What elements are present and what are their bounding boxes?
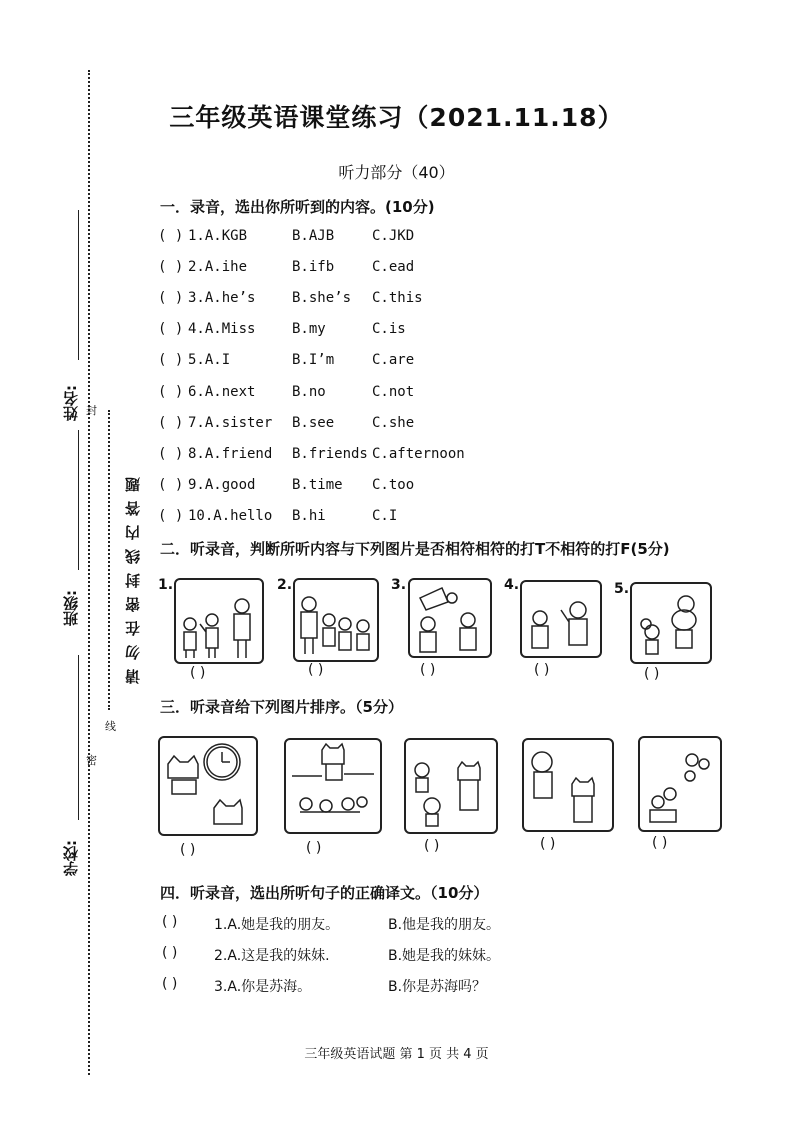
class-label: 班级: xyxy=(62,590,80,626)
seal-char-mi: 密 xyxy=(86,754,97,767)
seal-char-xian: 线 xyxy=(105,720,116,733)
option-c: C.are xyxy=(372,352,415,369)
binding-line-outer xyxy=(88,70,90,1075)
option-c: C.this xyxy=(372,290,423,307)
name-label: 姓名: xyxy=(62,385,80,421)
option-b: B.friends xyxy=(292,445,368,462)
option-b: B.I’m xyxy=(292,352,335,369)
answer-paren[interactable]: ( ) xyxy=(158,383,184,400)
option-a: 3.A.你是苏海。 xyxy=(214,979,312,995)
page-subtitle: 听力部分（40） xyxy=(338,163,455,182)
seal-notice: 请勿在密封线内答题 xyxy=(124,468,142,684)
s2-number-5: 5. xyxy=(614,581,630,597)
s2-picture-3 xyxy=(408,578,492,658)
option-c: C.afternoon xyxy=(372,445,465,462)
answer-paren[interactable]: ( ) xyxy=(158,414,184,431)
s2-answer-4[interactable]: ( ) xyxy=(534,662,550,678)
s3-picture-5 xyxy=(638,736,722,832)
option-c: C.she xyxy=(372,414,415,431)
option-b: B.ifb xyxy=(292,259,335,276)
s3-answer-2[interactable]: ( ) xyxy=(306,840,322,856)
option-b: B.time xyxy=(292,476,343,493)
option-a: 2.A.这是我的妹妹. xyxy=(214,948,330,964)
s3-picture-4 xyxy=(522,738,614,832)
option-c: C.is xyxy=(372,321,406,338)
s2-number-2: 2. xyxy=(277,577,293,593)
answer-paren[interactable]: ( ) xyxy=(162,976,178,992)
answer-paren[interactable]: ( ) xyxy=(162,945,178,961)
school-label: 学校: xyxy=(62,840,80,876)
s2-answer-3[interactable]: ( ) xyxy=(420,662,436,678)
page-title: 三年级英语课堂练习（2021.11.18） xyxy=(169,103,624,132)
option-c: C.ead xyxy=(372,259,415,276)
answer-paren[interactable]: ( ) xyxy=(158,352,184,369)
answer-paren[interactable]: ( ) xyxy=(162,914,178,930)
class-field[interactable] xyxy=(78,430,79,570)
answer-paren[interactable]: ( ) xyxy=(158,507,184,524)
option-a: 4.A.Miss xyxy=(188,321,256,338)
answer-paren[interactable]: ( ) xyxy=(158,228,184,244)
answer-paren[interactable]: ( ) xyxy=(158,321,184,338)
s2-number-3: 3. xyxy=(391,577,407,593)
page-footer: 三年级英语试题 第 1 页 共 4 页 xyxy=(304,1047,489,1062)
s2-number-4: 4. xyxy=(504,577,520,593)
option-c: C.I xyxy=(372,507,398,524)
option-b: B.my xyxy=(292,321,326,338)
s3-picture-3 xyxy=(404,738,498,834)
answer-paren[interactable]: ( ) xyxy=(158,259,184,276)
binding-line-inner xyxy=(108,410,110,710)
option-a: 6.A.next xyxy=(188,383,256,400)
s3-answer-1[interactable]: ( ) xyxy=(180,842,196,858)
s3-answer-4[interactable]: ( ) xyxy=(540,836,556,852)
answer-paren[interactable]: ( ) xyxy=(158,290,184,307)
s2-answer-5[interactable]: ( ) xyxy=(644,666,660,682)
s3-picture-2 xyxy=(284,738,382,834)
option-a: 10.A.hello xyxy=(188,507,273,524)
option-b: B.hi xyxy=(292,507,326,524)
section2-heading: 二．听录音，判断所听内容与下列图片是否相符相符的打T不相符的打F(5分) xyxy=(160,540,670,558)
option-a: 1.A.KGB xyxy=(188,228,248,244)
option-c: C.too xyxy=(372,476,415,493)
s2-answer-2[interactable]: ( ) xyxy=(308,662,324,678)
option-b: B.AJB xyxy=(292,228,335,244)
option-a: 3.A.he’s xyxy=(188,290,256,307)
s2-answer-1[interactable]: ( ) xyxy=(190,665,206,681)
option-a: 5.A.I xyxy=(188,352,231,369)
answer-paren[interactable]: ( ) xyxy=(158,476,184,493)
s2-number-1: 1. xyxy=(158,577,174,593)
s3-answer-3[interactable]: ( ) xyxy=(424,838,440,854)
section1-heading: 一．录音，选出你所听到的内容。(10分) xyxy=(160,198,435,216)
option-a: 7.A.sister xyxy=(188,414,273,431)
option-a: 1.A.她是我的朋友。 xyxy=(214,917,340,933)
s2-picture-2 xyxy=(293,578,379,662)
name-field[interactable] xyxy=(78,210,79,360)
option-a: 9.A.good xyxy=(188,476,256,493)
s3-answer-5[interactable]: ( ) xyxy=(652,835,668,851)
option-c: C.JKD xyxy=(372,228,415,244)
s2-picture-4 xyxy=(520,580,602,658)
section4-heading: 四．听录音，选出所听句子的正确译文。（10分） xyxy=(160,884,489,902)
option-b: B.他是我的朋友。 xyxy=(388,917,501,933)
option-a: 2.A.ihe xyxy=(188,259,248,276)
option-b: B.see xyxy=(292,414,335,431)
option-b: B.no xyxy=(292,383,326,400)
school-field[interactable] xyxy=(78,655,79,820)
option-b: B.你是苏海吗？ xyxy=(388,979,487,995)
s3-picture-1 xyxy=(158,736,258,836)
section3-heading: 三．听录音给下列图片排序。（5分） xyxy=(160,698,403,716)
s2-picture-5 xyxy=(630,582,712,664)
option-b: B.她是我的妹妹。 xyxy=(388,948,501,964)
seal-char-feng: 封 xyxy=(86,404,97,417)
option-a: 8.A.friend xyxy=(188,445,273,462)
s2-picture-1 xyxy=(174,578,264,664)
answer-paren[interactable]: ( ) xyxy=(158,445,184,462)
option-c: C.not xyxy=(372,383,415,400)
option-b: B.she’s xyxy=(292,290,352,307)
